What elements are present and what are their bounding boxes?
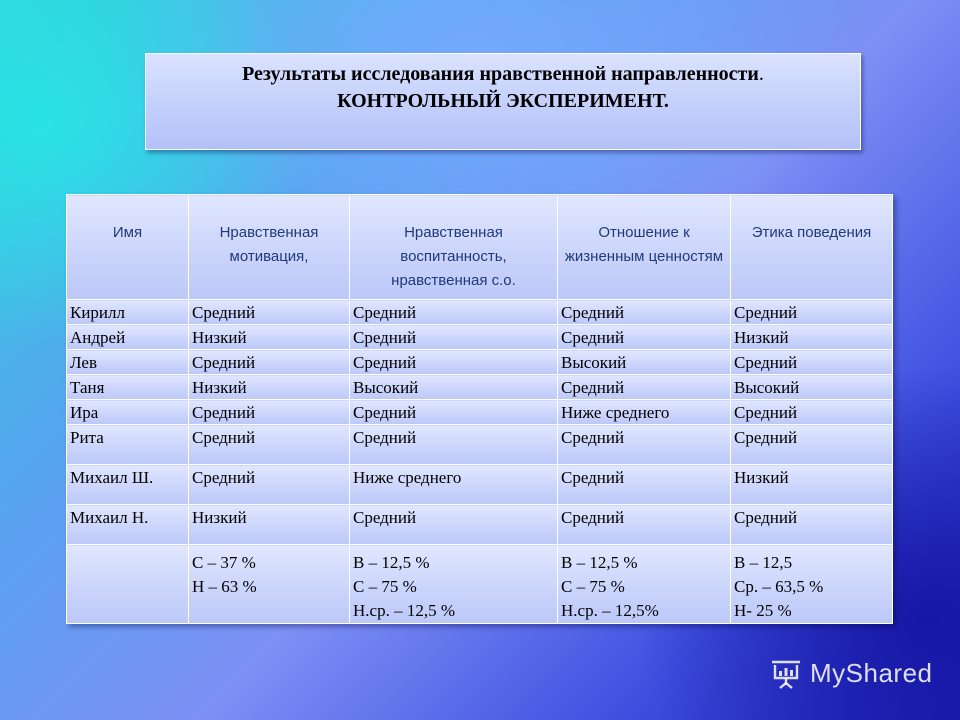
header-name: Имя <box>67 195 189 300</box>
table-row <box>67 300 893 325</box>
cell-name: Рита <box>67 425 189 465</box>
summary-line: Н.ср. – 12,5% <box>561 601 659 620</box>
cell-value: Средний <box>731 400 893 425</box>
table-row <box>67 400 893 425</box>
cell-value: Средний <box>189 300 350 325</box>
summary-motivation-cell <box>189 545 350 624</box>
cell-name: Лев <box>67 350 189 375</box>
cell-value: Высокий <box>350 375 558 400</box>
summary-line: Н.ср. – 12,5 % <box>353 601 455 620</box>
cell-name: Кирилл <box>67 300 189 325</box>
header-behavior-ethics: Этика поведения <box>731 195 893 300</box>
table-header-row <box>67 195 893 300</box>
cell-value: Средний <box>558 375 731 400</box>
cell-value: Ниже среднего <box>558 400 731 425</box>
cell-value: Средний <box>350 350 558 375</box>
cell-value: Средний <box>350 300 558 325</box>
cell-value: Средний <box>189 350 350 375</box>
summary-line: В – 12,5 % <box>561 553 638 572</box>
summary-line: Н – 63 % <box>192 577 257 596</box>
summary-line: С – 37 % <box>192 553 256 572</box>
summary-line: Н- 25 % <box>734 601 792 620</box>
summary-values-cell <box>558 545 731 624</box>
cell-value: Высокий <box>731 375 893 400</box>
myshared-watermark <box>768 656 938 692</box>
cell-value: Средний <box>189 465 350 505</box>
table-row <box>67 325 893 350</box>
table-row <box>67 350 893 375</box>
table-row <box>67 505 893 545</box>
cell-value: Средний <box>189 425 350 465</box>
header-life-values: Отношение к жизненным ценностям <box>558 195 731 300</box>
cell-name: Андрей <box>67 325 189 350</box>
cell-value: Низкий <box>731 325 893 350</box>
summary-row <box>67 545 893 624</box>
cell-value: Средний <box>731 350 893 375</box>
summary-line: В – 12,5 % <box>353 553 430 572</box>
summary-line: Ср. – 63,5 % <box>734 577 824 596</box>
slide-title-box <box>145 53 861 150</box>
cell-value: Средний <box>558 505 731 545</box>
table-row <box>67 375 893 400</box>
cell-value: Средний <box>350 400 558 425</box>
slide-title-line-1 <box>146 61 860 88</box>
slide-title-period: . <box>758 63 764 85</box>
cell-value: Средний <box>350 505 558 545</box>
cell-value: Средний <box>731 425 893 465</box>
slide-subtitle: КОНТРОЛЬНЫЙ ЭКСПЕРИМЕНТ. <box>337 90 669 112</box>
results-table <box>66 194 893 624</box>
table-row <box>67 425 893 465</box>
table-row <box>67 465 893 505</box>
cell-value: Низкий <box>189 505 350 545</box>
cell-value: Средний <box>189 400 350 425</box>
watermark-text: MyShared <box>810 658 933 688</box>
summary-ethics-cell <box>731 545 893 624</box>
cell-name: Михаил Ш. <box>67 465 189 505</box>
cell-value: Низкий <box>189 325 350 350</box>
cell-value: Средний <box>350 325 558 350</box>
cell-value: Низкий <box>731 465 893 505</box>
summary-upbringing-cell <box>350 545 558 624</box>
cell-value: Средний <box>558 325 731 350</box>
cell-value: Средний <box>350 425 558 465</box>
cell-value: Средний <box>558 425 731 465</box>
cell-name: Ира <box>67 400 189 425</box>
cell-value: Средний <box>731 505 893 545</box>
cell-name: Таня <box>67 375 189 400</box>
header-moral-motivation: Нравственная мотивация, <box>189 195 350 300</box>
summary-name-cell <box>67 545 189 624</box>
cell-value: Ниже среднего <box>350 465 558 505</box>
cell-value: Средний <box>558 300 731 325</box>
summary-line: С – 75 % <box>561 577 625 596</box>
cell-value: Высокий <box>558 350 731 375</box>
header-moral-upbringing: Нравственная воспитанность, нравственная с.о. <box>350 195 558 300</box>
summary-line: В – 12,5 <box>734 553 793 572</box>
cell-value: Средний <box>731 300 893 325</box>
cell-name: Михаил Н. <box>67 505 189 545</box>
slide-title-text: Результаты исследования нравственной направленности <box>242 63 759 85</box>
cell-value: Средний <box>558 465 731 505</box>
presentation-board-icon <box>768 656 804 692</box>
cell-value: Низкий <box>189 375 350 400</box>
summary-line: С – 75 % <box>353 577 417 596</box>
